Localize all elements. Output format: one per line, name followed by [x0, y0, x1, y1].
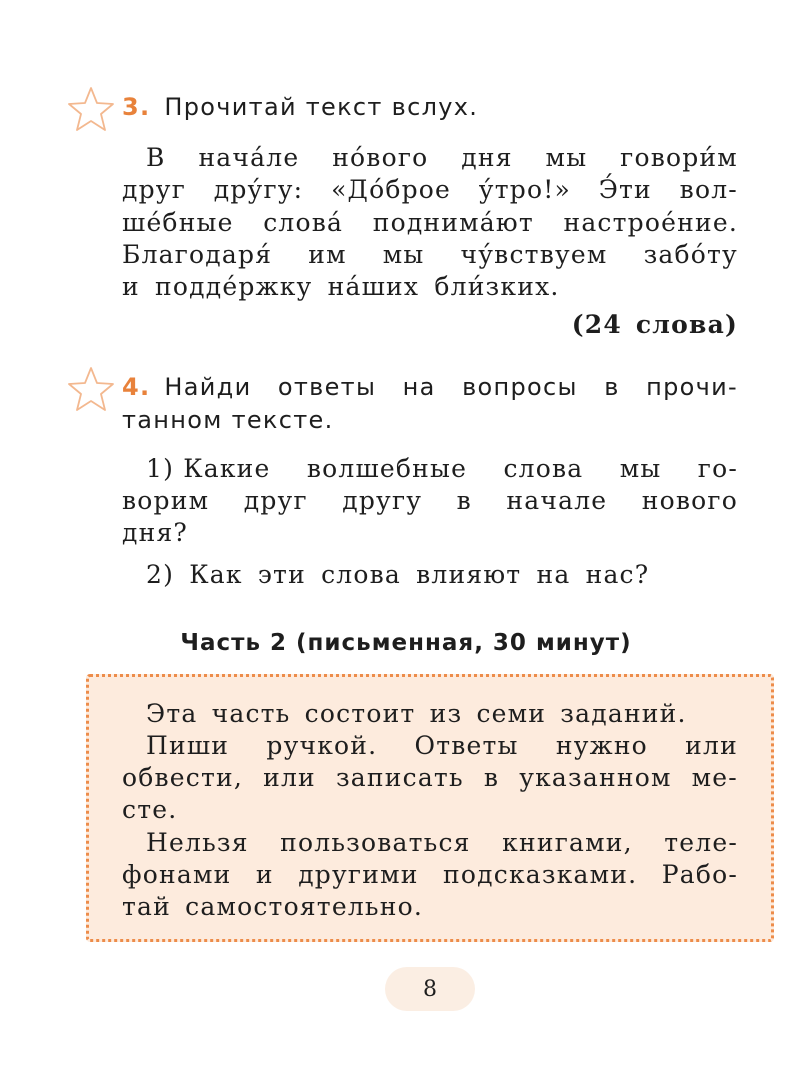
instruction-line: [146, 730, 738, 762]
question-line: [122, 485, 738, 517]
word: теле-: [664, 828, 738, 857]
word: подсказками.: [443, 860, 638, 889]
word: нача́ле: [198, 143, 300, 172]
word-count: (24 слова): [571, 310, 738, 339]
word: забо́ту: [643, 240, 738, 269]
instruction-line: тай самостоятельно.: [122, 892, 423, 921]
word: ше́бные: [122, 208, 234, 237]
instruction-line: Эта часть состоит из семи заданий.: [146, 699, 687, 728]
word: Рабо-: [661, 860, 738, 889]
word: мы: [382, 240, 425, 269]
word: но́вого: [332, 143, 429, 172]
word: слова: [503, 454, 584, 483]
word: поднима́ют: [372, 208, 534, 237]
word: нужно: [555, 731, 648, 760]
task-4-heading: [122, 373, 738, 401]
word: прочи-: [646, 373, 738, 401]
star-icon: [66, 85, 116, 135]
word: вол-: [679, 175, 738, 204]
text-line: [122, 174, 738, 206]
word: дру́гу:: [213, 175, 304, 204]
word: настрое́ние.: [563, 208, 738, 237]
word: указанном: [519, 763, 672, 792]
word: книгами,: [502, 828, 633, 857]
word: Нельзя: [146, 828, 249, 857]
part-2-title: Часть 2 (письменная, 30 минут): [180, 630, 632, 656]
word: друг: [243, 486, 308, 515]
word: Ответы: [414, 731, 519, 760]
word: у́тро!»: [478, 175, 571, 204]
word: на́ших: [327, 272, 420, 301]
word: и: [122, 272, 140, 301]
word: го-: [697, 454, 738, 483]
task-4-number: 4.: [122, 373, 151, 401]
word: подде́ржку: [155, 272, 313, 301]
task-3-number: 3.: [122, 93, 151, 121]
word: Найди: [164, 373, 252, 401]
word: в: [483, 763, 500, 792]
word: обвести,: [122, 763, 244, 792]
word: в: [604, 373, 620, 401]
word: Благодаря́: [122, 240, 273, 269]
word: ручкой.: [266, 731, 378, 760]
task-3-heading-text: Прочитай текст вслух.: [164, 93, 479, 121]
instruction-line: [146, 827, 738, 859]
question-line: дня?: [122, 518, 189, 547]
word: 1) Какие: [146, 454, 271, 483]
question-2: 2) Как эти слова влияют на нас?: [146, 560, 650, 589]
word: «До́брое: [331, 175, 452, 204]
word: В: [146, 143, 166, 172]
task-4-heading-continuation: танном тексте.: [122, 406, 334, 434]
task-4-heading-line: [164, 373, 738, 401]
word: слова́: [263, 208, 344, 237]
word: ответы: [277, 373, 377, 401]
instruction-line: сте.: [122, 795, 178, 824]
word: вопросы: [462, 373, 578, 401]
word: на: [402, 373, 436, 401]
page-number: 8: [423, 976, 437, 1002]
word: волшебные: [306, 454, 468, 483]
word: чу́вствуем: [460, 240, 608, 269]
instruction-line: [122, 859, 738, 891]
word: или: [263, 763, 316, 792]
word: Пиши: [146, 731, 230, 760]
word: или: [685, 731, 738, 760]
text-line: [122, 271, 560, 303]
word: дня: [461, 143, 513, 172]
task-3-heading: [122, 93, 478, 121]
word: ме-: [691, 763, 738, 792]
word: Э́ти: [598, 175, 652, 204]
word: им: [308, 240, 347, 269]
word: фонами: [122, 860, 232, 889]
question-line: [146, 453, 738, 485]
word: говори́м: [620, 143, 738, 172]
word: записать: [335, 763, 464, 792]
word: другу: [342, 486, 423, 515]
word: друг: [122, 175, 187, 204]
text-line: [122, 207, 738, 239]
word: начале: [506, 486, 608, 515]
page-number-badge: [385, 967, 475, 1011]
word: мы: [619, 454, 662, 483]
star-icon: [66, 365, 116, 415]
word: и: [255, 860, 274, 889]
word: бли́зких.: [434, 272, 560, 301]
word: в: [456, 486, 472, 515]
text-line: [122, 239, 738, 271]
text-line: [146, 142, 738, 174]
instruction-line: [122, 762, 738, 794]
word: другими: [298, 860, 419, 889]
word: нового: [641, 486, 738, 515]
word: пользоваться: [280, 828, 471, 857]
word: мы: [545, 143, 588, 172]
word: ворим: [122, 486, 210, 515]
